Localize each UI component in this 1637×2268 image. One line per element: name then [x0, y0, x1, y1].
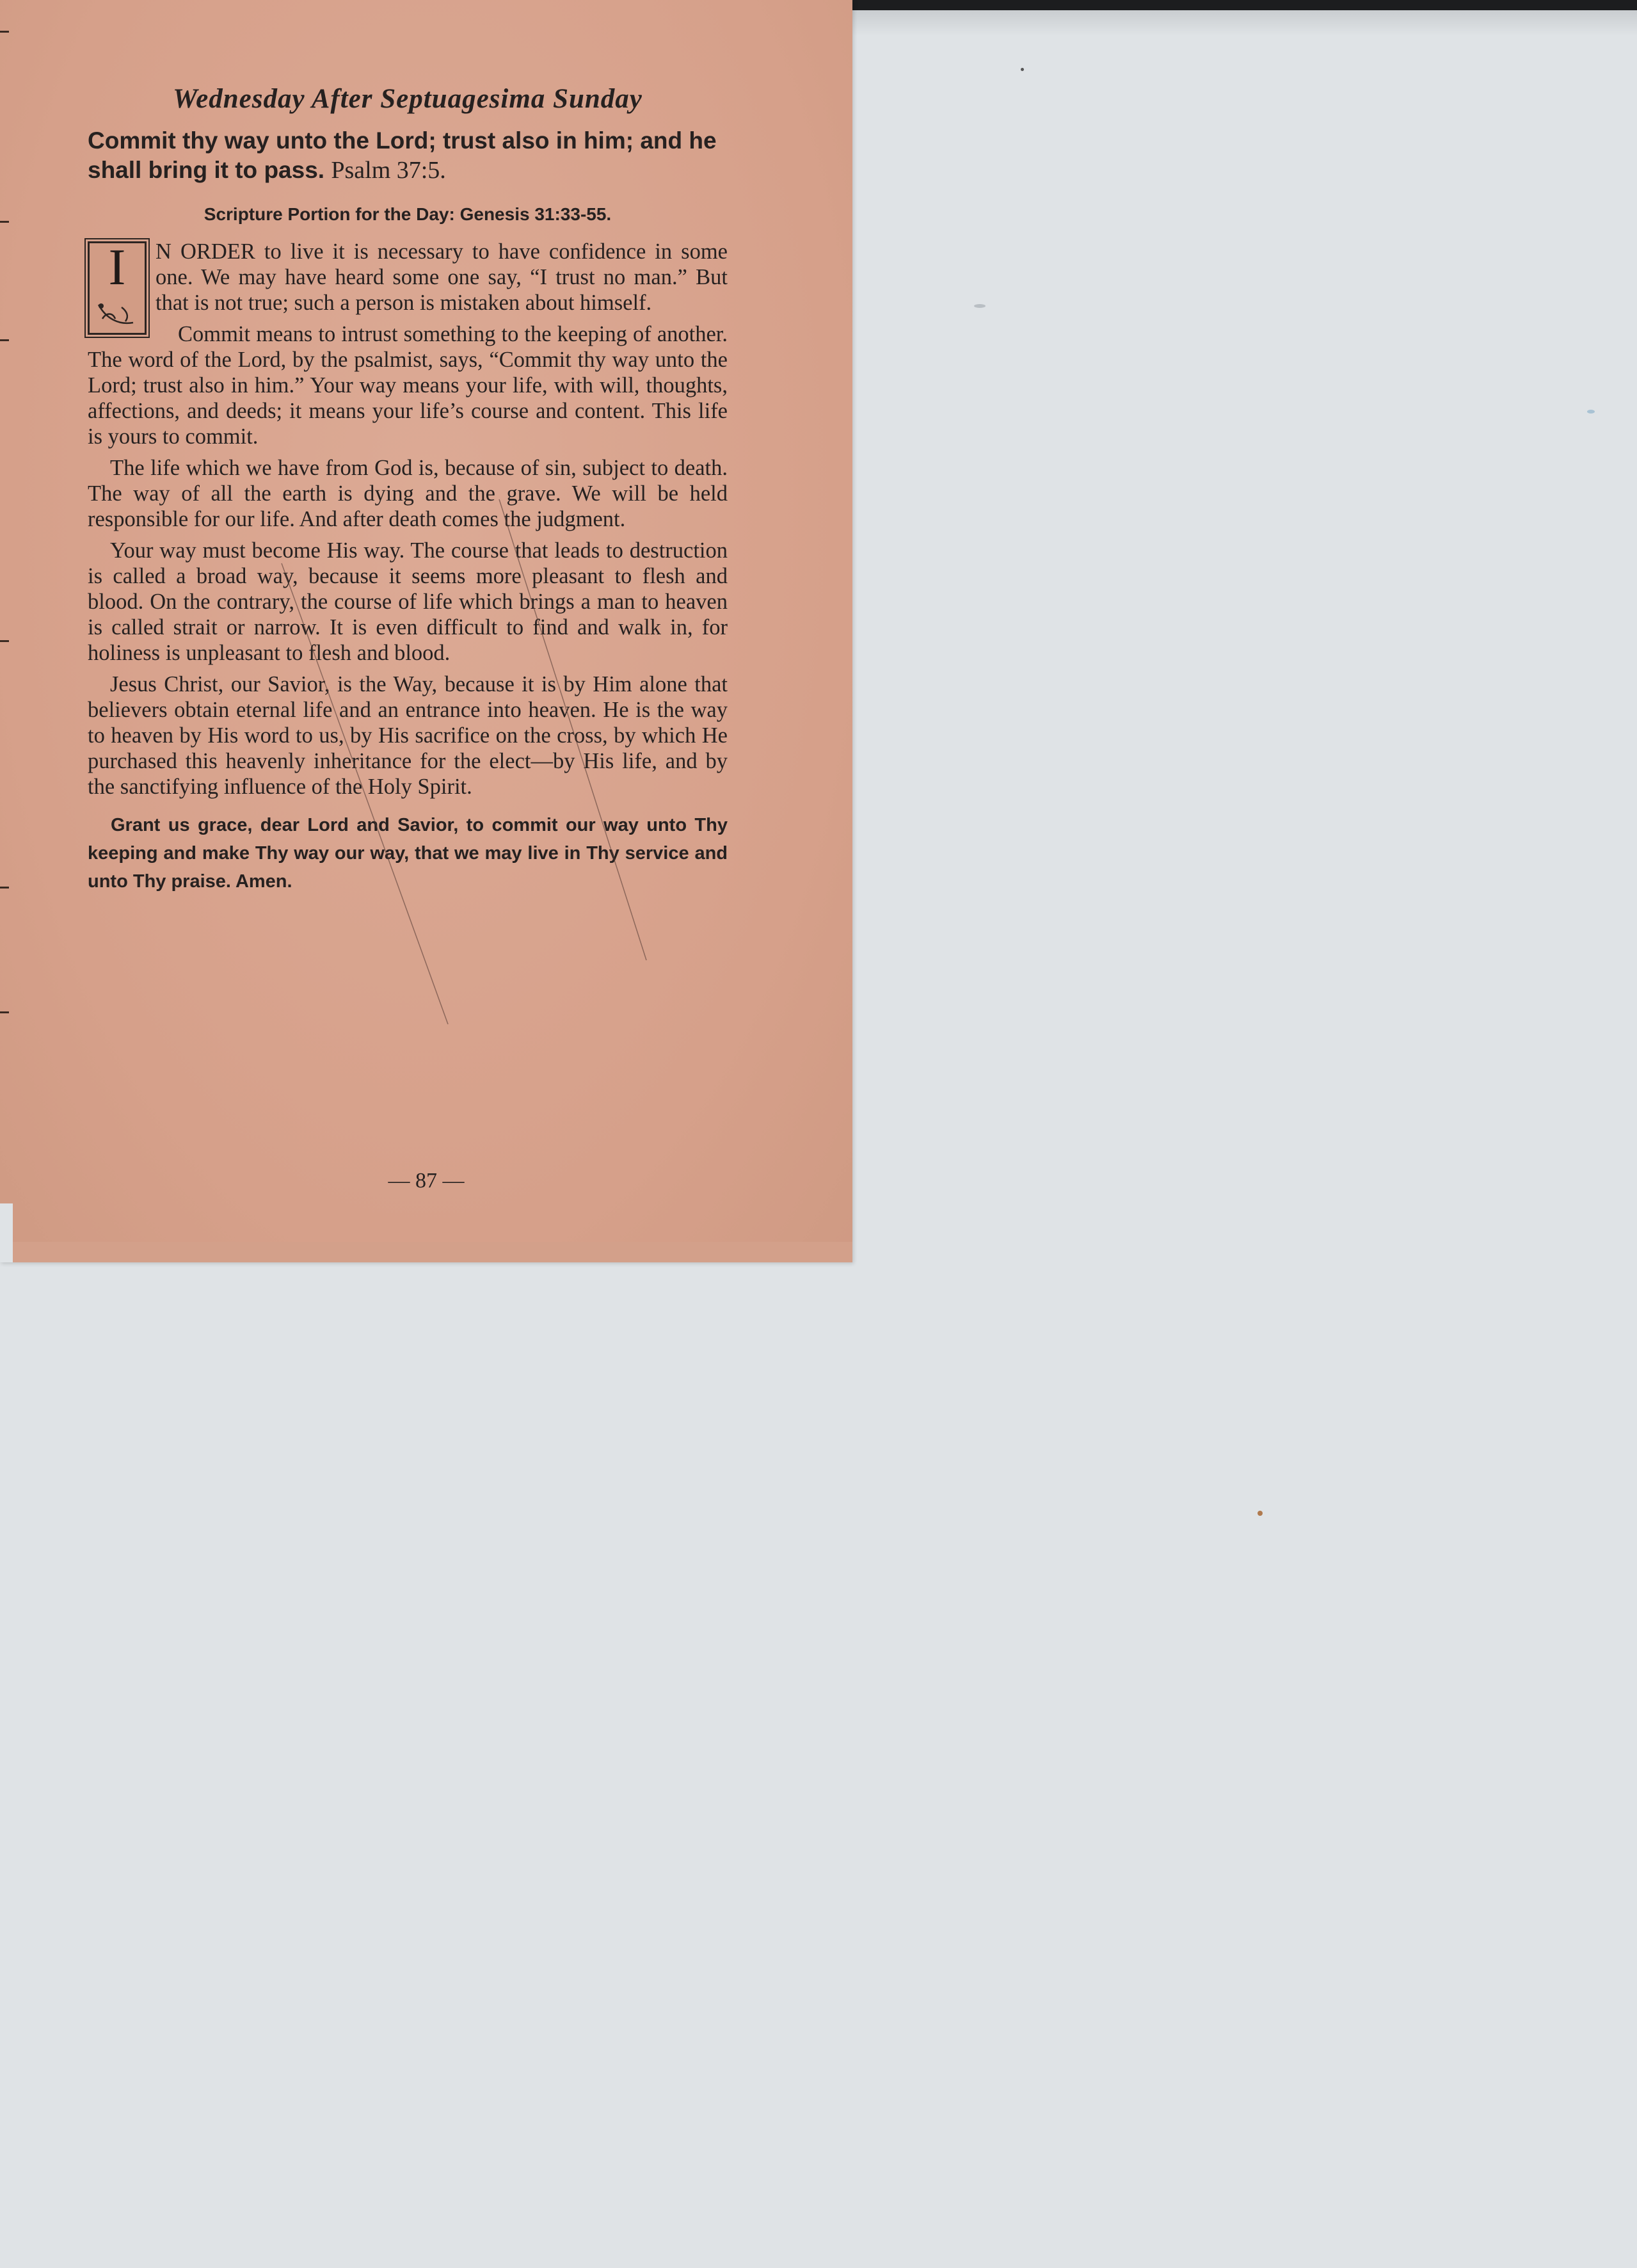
paragraph-text: N ORDER to live it is necessary to have confidence in some one. We may have heard some one say, “I trust no man.” But that is not true; such a person is mistaken about himself.: [156, 239, 728, 315]
scanner-lid-edge: [851, 0, 1637, 10]
scanner-shadow: [851, 10, 1637, 36]
paragraph-5: Jesus Christ, our Savior, is the Way, because it is by Him alone that believers obtain eternal life and an entrance into heaven. He is the way to heaven by His word to us, by His sacrifice on the cross, by which He purchased this heavenly inheritance for the elect—by His life, and by the sanctifying influence of the Holy Spirit.: [88, 672, 728, 799]
binding-mark: [0, 887, 9, 889]
dust-speck: [1021, 68, 1024, 71]
book-page: [0, 0, 852, 1262]
page-content: [88, 83, 728, 896]
drop-cap: [88, 241, 147, 335]
binding-mark: [0, 221, 9, 223]
binding-mark: [0, 1011, 9, 1013]
page-number: — 87 —: [388, 1169, 465, 1193]
closing-prayer: Grant us grace, dear Lord and Savior, to commit our way unto Thy keeping and make Thy way our way, that we may live in Thy service and unto Thy praise. Amen.: [88, 815, 728, 892]
paragraph-3: The life which we have from God is, because of sin, subject to death. The way of all the earth is dying and the grave. We will be held responsible for our life. And after death comes the judgment.: [88, 456, 728, 531]
dust-speck: [1258, 1511, 1263, 1516]
page-left-notch: [0, 1203, 13, 1262]
binding-mark: [0, 31, 9, 33]
key-verse: [88, 126, 728, 185]
dust-speck: [974, 304, 986, 308]
verse-text: Commit thy way unto the Lord; trust also in him; and he shall bring it to pass.: [88, 127, 717, 183]
page-bottom-edge: [13, 1242, 852, 1262]
drop-cap-letter: I: [108, 239, 126, 296]
binding-mark: [0, 640, 9, 642]
dust-speck: [1587, 410, 1595, 414]
paragraph-1: [88, 239, 728, 316]
scripture-portion: Scripture Portion for the Day: Genesis 31:33-55.: [204, 204, 612, 224]
paragraph-2: Commit means to intrust something to the keeping of another. The word of the Lord, by the psalmist, says, “Commit thy way unto the Lord; trust also in him.” Your way means your life, with will, thoughts, affections, and deeds; it means your life’s course and content. This life is yours to commit.: [88, 322, 728, 449]
verse-reference: Psalm 37:5.: [331, 157, 446, 184]
ornament-icon: [93, 300, 138, 329]
devotion-title: Wednesday After Septuagesima Sunday: [173, 84, 643, 114]
binding-mark: [0, 339, 9, 341]
paragraph-4: Your way must become His way. The course that leads to destruction is called a broad way, because it seems more pleasant to flesh and blood. On the contrary, the course of life which brings a man to heaven is called strait or narrow. It is even difficult to find and walk in, for holiness is unpleasant to flesh and blood.: [88, 538, 728, 665]
